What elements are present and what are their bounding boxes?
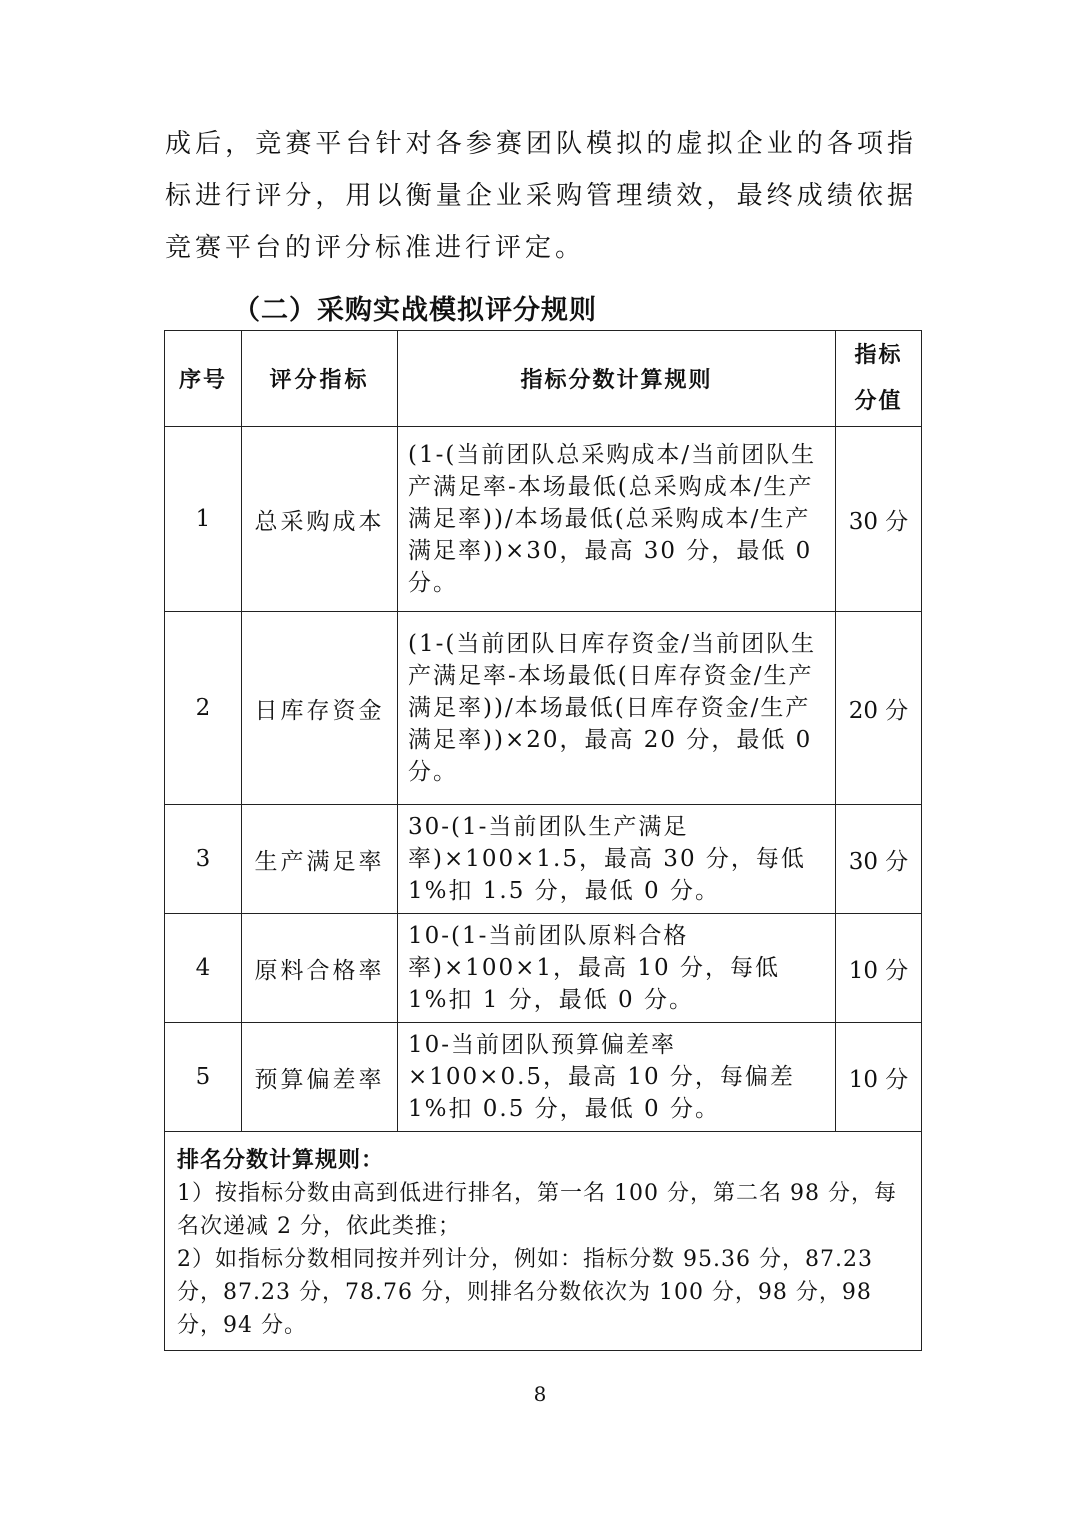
row-no: 1 bbox=[165, 427, 242, 612]
row-value: 30 分 bbox=[836, 427, 922, 612]
table-row bbox=[165, 914, 922, 1023]
table-row bbox=[165, 612, 922, 805]
header-no: 序号 bbox=[165, 331, 242, 427]
row-indicator: 总采购成本 bbox=[242, 427, 398, 612]
row-indicator: 日库存资金 bbox=[242, 612, 398, 805]
row-rule: 10-(1-当前团队原料合格率)×100×1，最高 10 分，每低 1%扣 1 分，最低 0 分。 bbox=[398, 914, 836, 1023]
row-no: 4 bbox=[165, 914, 242, 1023]
section-heading: （二）采购实战模拟评分规则 bbox=[233, 295, 597, 326]
ranking-rule-1: 1）按指标分数由高到低进行排名，第一名 100 分，第二名 98 分，每名次递减 2 分，依此类推； bbox=[177, 1181, 897, 1239]
ranking-rules bbox=[165, 1132, 922, 1351]
row-rule: 10-当前团队预算偏差率×100×0.5，最高 10 分，每偏差 1%扣 0.5 分，最低 0 分。 bbox=[398, 1023, 836, 1132]
header-rule: 指标分数计算规则 bbox=[398, 331, 836, 427]
row-rule: (1-(当前团队总采购成本/当前团队生产满足率-本场最低(总采购成本/生产满足率))/本场最低(总采购成本/生产满足率))×30，最高 30 分，最低 0 分。 bbox=[398, 427, 836, 612]
intro-paragraph: 成后，竞赛平台针对各参赛团队模拟的虚拟企业的各项指标进行评分，用以衡量企业采购管理绩效，最终成绩依据竞赛平台的评分标准进行评定。 bbox=[165, 129, 917, 263]
scoring-rules-table bbox=[164, 330, 922, 1351]
ranking-rule-2: 2）如指标分数相同按并列计分，例如：指标分数 95.36 分，87.23 分，87.23 分，78.76 分，则排名分数依次为 100 分，98 分，98 分，94 分。 bbox=[177, 1247, 873, 1338]
table-header-row bbox=[165, 331, 922, 427]
header-value bbox=[836, 331, 922, 427]
row-indicator: 生产满足率 bbox=[242, 805, 398, 914]
row-value: 20 分 bbox=[836, 612, 922, 805]
row-value: 10 分 bbox=[836, 914, 922, 1023]
table-row bbox=[165, 805, 922, 914]
table-footer-row bbox=[165, 1132, 922, 1351]
row-value: 30 分 bbox=[836, 805, 922, 914]
row-value: 10 分 bbox=[836, 1023, 922, 1132]
row-no: 2 bbox=[165, 612, 242, 805]
header-value-line1: 指标 bbox=[854, 342, 903, 368]
row-indicator: 预算偏差率 bbox=[242, 1023, 398, 1132]
header-value-line2: 分值 bbox=[854, 388, 903, 414]
row-no: 5 bbox=[165, 1023, 242, 1132]
row-no: 3 bbox=[165, 805, 242, 914]
ranking-rules-title: 排名分数计算规则： bbox=[177, 1148, 385, 1173]
row-rule: (1-(当前团队日库存资金/当前团队生产满足率-本场最低(日库存资金/生产满足率))/本场最低(日库存资金/生产满足率))×20，最高 20 分，最低 0 分。 bbox=[398, 612, 836, 805]
table-row bbox=[165, 1023, 922, 1132]
header-indicator: 评分指标 bbox=[242, 331, 398, 427]
page-number: 8 bbox=[533, 1382, 547, 1406]
row-rule: 30-(1-当前团队生产满足率)×100×1.5，最高 30 分，每低 1%扣 1.5 分，最低 0 分。 bbox=[398, 805, 836, 914]
row-indicator: 原料合格率 bbox=[242, 914, 398, 1023]
table-row bbox=[165, 427, 922, 612]
